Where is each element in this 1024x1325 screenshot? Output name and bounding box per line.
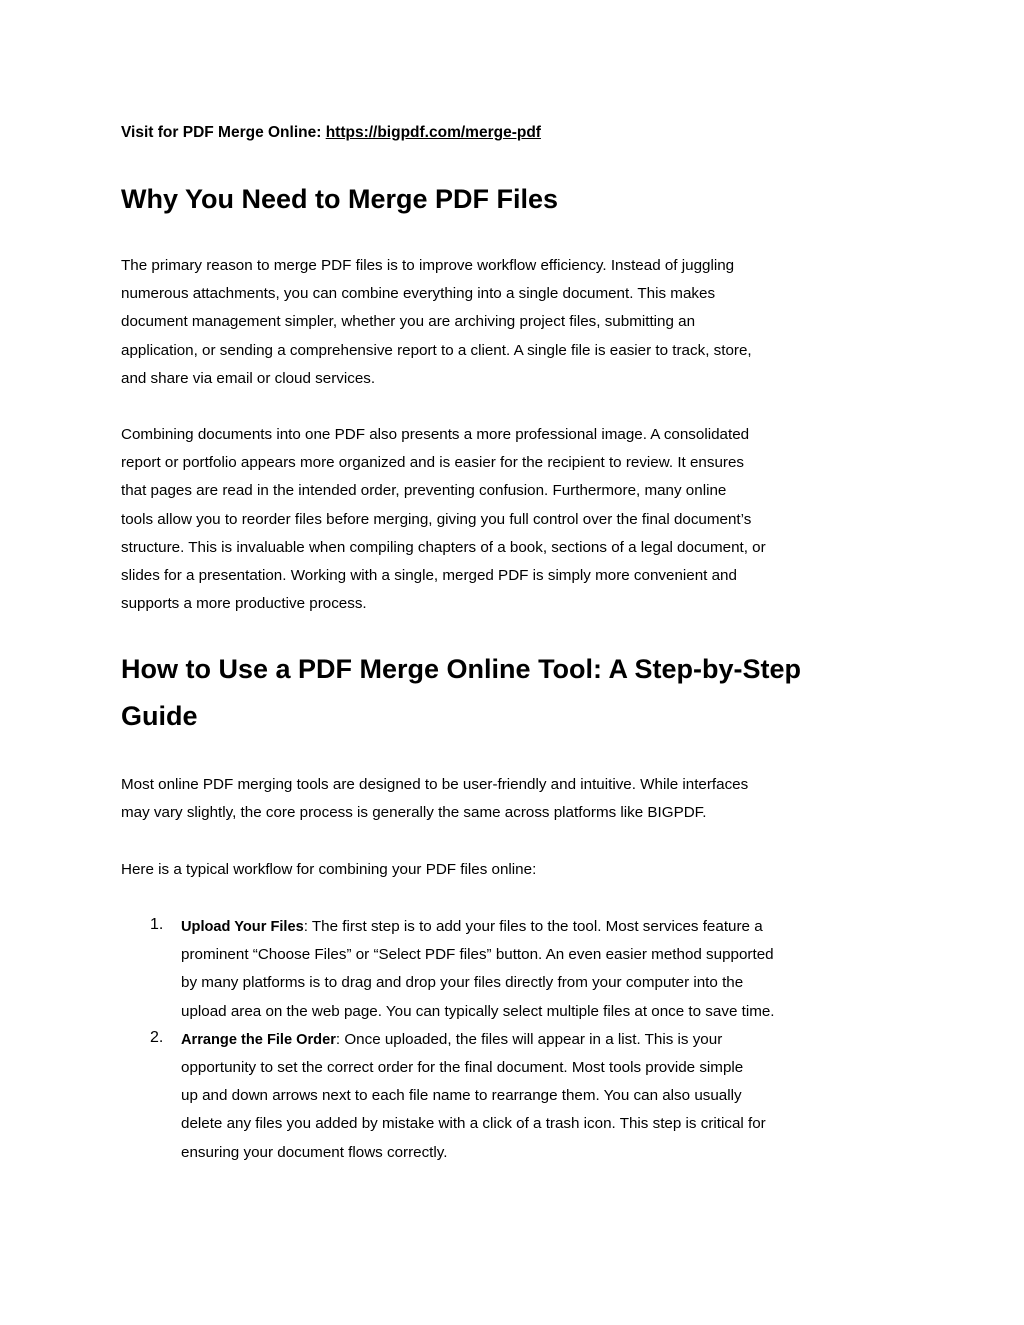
text-line: up and down arrows next to each file name to rearrange them. You can also usually	[181, 1087, 742, 1105]
list-item	[121, 913, 775, 1026]
heading-how-to-use	[121, 646, 801, 740]
steps-list	[121, 913, 775, 1167]
text-line: may vary slightly, the core process is generally the same across platforms like BIGPDF.	[121, 804, 707, 822]
text-line: application, or sending a comprehensive report to a client. A single file is easier to track, store,	[121, 341, 752, 359]
text-line: structure. This is invaluable when compiling chapters of a book, sections of a legal document, or	[121, 538, 766, 556]
heading-why-merge: Why You Need to Merge PDF Files	[121, 184, 559, 214]
merge-pdf-link[interactable]: https://bigpdf.com/merge-pdf	[325, 124, 541, 141]
paragraph	[121, 252, 752, 393]
text-line: prominent “Choose Files” or “Select PDF files” button. An even easier method supported	[181, 946, 774, 964]
list-number: 2.	[150, 1028, 164, 1046]
text-line: Combining documents into one PDF also presents a more professional image. A consolidated	[121, 426, 750, 443]
text-line: : Once uploaded, the files will appear in a list. This is your	[335, 1030, 723, 1048]
list-number: 1.	[150, 916, 164, 933]
visit-label: Visit for PDF Merge Online:	[121, 124, 326, 141]
text-line: ensuring your document flows correctly.	[181, 1143, 448, 1161]
visit-line	[121, 124, 541, 142]
list-item	[121, 1026, 775, 1167]
paragraph	[121, 771, 748, 827]
text-line: Most online PDF merging tools are designed to be user-friendly and intuitive. While interfaces	[121, 776, 749, 793]
text-line: Here is a typical workflow for combining your PDF files online:	[121, 861, 537, 878]
text-line: opportunity to set the correct order for the final document. Most tools provide simple	[181, 1059, 744, 1077]
heading-line: Guide	[121, 701, 198, 731]
text-line: report or portfolio appears more organized and is easier for the recipient to review. It ensures	[121, 454, 745, 472]
text-line: document management simpler, whether you are archiving project files, submitting an	[121, 313, 696, 331]
step-title: Arrange the File Order	[181, 1031, 336, 1048]
text-line: The primary reason to merge PDF files is to improve workflow efficiency. Instead of juggling	[121, 257, 735, 274]
text-line: and share via email or cloud services.	[121, 369, 376, 387]
text-line: by many platforms is to drag and drop your files directly from your computer into the	[181, 974, 744, 992]
text-line: delete any files you added by mistake with a click of a trash icon. This step is critical for	[181, 1115, 766, 1133]
text-line: upload area on the web page. You can typically select multiple files at once to save time.	[181, 1002, 775, 1020]
text-line: tools allow you to reorder files before merging, giving you full control over the final document’s	[121, 510, 752, 528]
text-line: slides for a presentation. Working with a single, merged PDF is simply more convenient and	[121, 567, 737, 585]
step-title: Upload Your Files	[181, 919, 304, 935]
text-line: supports a more productive process.	[121, 595, 367, 613]
heading-line: How to Use a PDF Merge Online Tool: A Step-by-Step	[121, 654, 802, 684]
paragraph	[121, 421, 766, 618]
text-line: numerous attachments, you can combine everything into a single document. This makes	[121, 285, 716, 303]
paragraph	[121, 856, 536, 884]
text-line: : The first step is to add your files to the tool. Most services feature a	[303, 918, 763, 935]
text-line: that pages are read in the intended order, preventing confusion. Furthermore, many online	[121, 482, 727, 500]
